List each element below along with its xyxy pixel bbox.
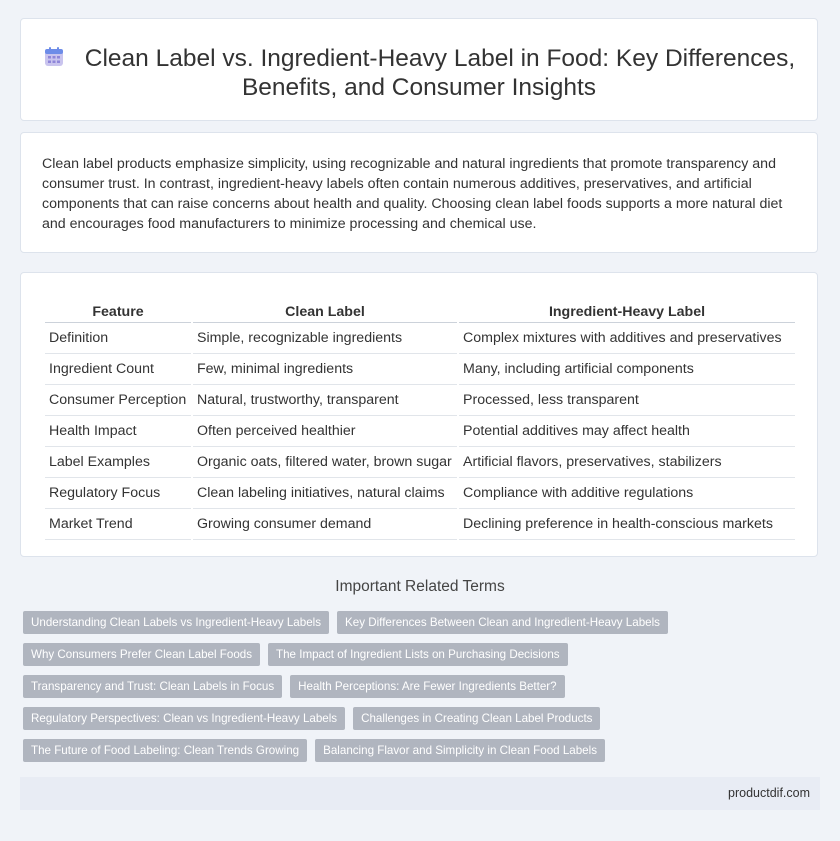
- related-tag[interactable]: Transparency and Trust: Clean Labels in Focus: [23, 675, 282, 698]
- table-row: [45, 478, 795, 509]
- related-tags-row: [23, 643, 568, 666]
- related-tag[interactable]: Understanding Clean Labels vs Ingredient-Heavy Labels: [23, 611, 329, 634]
- row-feature: Ingredient Count: [45, 354, 191, 385]
- row-clean: Few, minimal ingredients: [193, 354, 457, 385]
- row-heavy: Many, including artificial components: [459, 354, 795, 385]
- intro-paragraph: Clean label products emphasize simplicity, using recognizable and natural ingredients that promote transparency and consumer trust. In contrast, ingredient-heavy labels often contain numerous additives, preservatives, and artificial components that can raise concerns about health and quality. Choosing clean label foods supports a more natural diet and encourages food manufacturers to minimize processing and chemical use.: [42, 156, 783, 232]
- calendar-icon: [43, 46, 65, 68]
- table-row: [45, 354, 795, 385]
- row-heavy: Complex mixtures with additives and preservatives: [459, 323, 795, 354]
- header-clean-label: Clean Label: [193, 296, 457, 323]
- table-row: [45, 323, 795, 354]
- row-feature: Regulatory Focus: [45, 478, 191, 509]
- table-row: [45, 385, 795, 416]
- intro-card: [20, 132, 818, 253]
- row-feature: Consumer Perception: [45, 385, 191, 416]
- related-tag[interactable]: Health Perceptions: Are Fewer Ingredients Better?: [290, 675, 564, 698]
- row-clean: Growing consumer demand: [193, 509, 457, 540]
- title-line-1: Clean Label vs. Ingredient-Heavy Label in Food: Key Differences,: [84, 45, 796, 72]
- row-heavy: Compliance with additive regulations: [459, 478, 795, 509]
- row-clean: Organic oats, filtered water, brown sugar: [193, 447, 457, 478]
- row-heavy: Declining preference in health-conscious markets: [459, 509, 795, 540]
- comparison-table: [43, 296, 797, 540]
- row-feature: Market Trend: [45, 509, 191, 540]
- footer-site[interactable]: productdif.com: [728, 786, 810, 800]
- row-feature: Definition: [45, 323, 191, 354]
- row-clean: Simple, recognizable ingredients: [193, 323, 457, 354]
- related-tag[interactable]: The Impact of Ingredient Lists on Purchasing Decisions: [268, 643, 568, 666]
- related-tags-row: [23, 707, 600, 730]
- row-clean: Often perceived healthier: [193, 416, 457, 447]
- row-feature: Label Examples: [45, 447, 191, 478]
- row-feature: Health Impact: [45, 416, 191, 447]
- related-tag[interactable]: Balancing Flavor and Simplicity in Clean Food Labels: [315, 739, 605, 762]
- title-card: [20, 18, 818, 121]
- row-heavy: Potential additives may affect health: [459, 416, 795, 447]
- row-clean: Natural, trustworthy, transparent: [193, 385, 457, 416]
- table-row: [45, 447, 795, 478]
- related-tag[interactable]: Challenges in Creating Clean Label Products: [353, 707, 600, 730]
- row-heavy: Processed, less transparent: [459, 385, 795, 416]
- related-tags-row: [23, 739, 605, 762]
- related-tags-row: [23, 611, 668, 634]
- row-clean: Clean labeling initiatives, natural claims: [193, 478, 457, 509]
- related-tags-row: [23, 675, 565, 698]
- table-header-row: [45, 296, 795, 323]
- table-row: [45, 509, 795, 540]
- comparison-card: [20, 272, 818, 557]
- page-title: [21, 44, 817, 102]
- row-heavy: Artificial flavors, preservatives, stabilizers: [459, 447, 795, 478]
- footer: [20, 777, 820, 810]
- table-row: [45, 416, 795, 447]
- related-tag[interactable]: The Future of Food Labeling: Clean Trends Growing: [23, 739, 307, 762]
- related-tag[interactable]: Key Differences Between Clean and Ingredient-Heavy Labels: [337, 611, 668, 634]
- title-line-2: Benefits, and Consumer Insights: [241, 74, 597, 101]
- related-terms-heading: Important Related Terms: [335, 578, 505, 595]
- header-feature: Feature: [45, 296, 191, 323]
- related-tag[interactable]: Regulatory Perspectives: Clean vs Ingredient-Heavy Labels: [23, 707, 345, 730]
- header-ingredient-heavy-label: Ingredient-Heavy Label: [459, 296, 795, 323]
- related-tag[interactable]: Why Consumers Prefer Clean Label Foods: [23, 643, 260, 666]
